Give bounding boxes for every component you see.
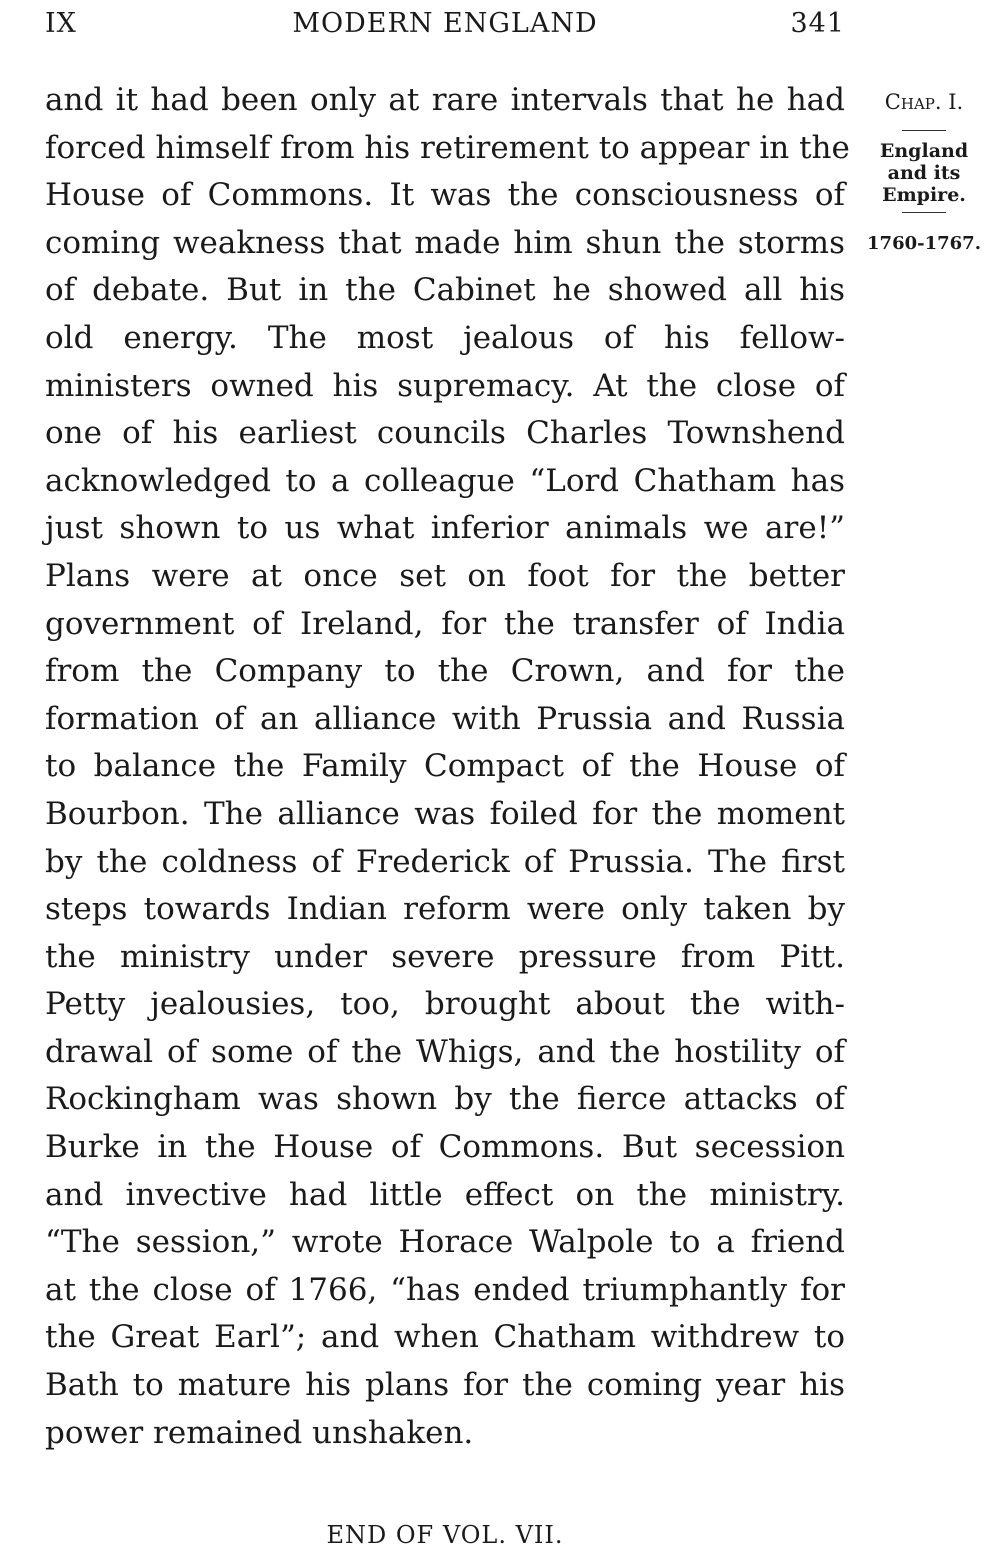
text-line: Petty jealousies, too, brought about the with- — [45, 986, 845, 1023]
text-line: House of Commons. It was the consciousness of — [45, 177, 845, 214]
text-line: steps towards Indian reform were only taken by — [45, 891, 845, 928]
text-line: Burke in the House of Commons. But secession — [45, 1129, 845, 1166]
text-line: and invective had little effect on the ministry. — [45, 1176, 845, 1213]
margin-topic-line: and its — [887, 162, 961, 184]
text-line: Bath to mature his plans for the coming year his — [45, 1367, 845, 1404]
margin-rule — [902, 130, 946, 131]
text-line: power remained unshaken. — [45, 1414, 474, 1451]
text-line: drawal of some of the Whigs, and the hostility of — [45, 1033, 845, 1070]
text-line: to balance the Family Compact of the House of — [45, 748, 845, 785]
text-line: just shown to us what inferior animals we are!” — [45, 510, 845, 547]
margin-dates: 1760-1767. — [867, 233, 981, 254]
text-line: Plans were at once set on foot for the better — [45, 557, 845, 594]
margin-rule — [902, 212, 946, 213]
text-line: and it had been only at rare intervals that he had — [45, 82, 845, 118]
margin-topic-line: England — [879, 140, 969, 162]
text-line: the ministry under severe pressure from Pitt. — [45, 938, 845, 975]
text-line: at the close of 1766, “has ended triumphantly for — [45, 1271, 845, 1308]
text-line: of debate. But in the Cabinet he showed all his — [45, 272, 845, 309]
text-line: Bourbon. The alliance was foiled for the moment — [45, 795, 845, 832]
running-title: MODERN ENGLAND — [292, 8, 598, 39]
text-line: “The session,” wrote Horace Walpole to a friend — [45, 1224, 845, 1261]
text-line: the Great Earl”; and when Chatham withdrew to — [45, 1319, 845, 1356]
margin-chapter: Chap. I. — [884, 90, 964, 114]
end-of-volume-note: END OF VOL. VII. — [326, 1521, 564, 1549]
text-line: Rockingham was shown by the fierce attacks of — [45, 1081, 845, 1118]
running-header — [45, 8, 845, 44]
text-line: old energy. The most jealous of his fellow- — [45, 319, 845, 356]
body-text — [45, 77, 850, 1457]
text-line: forced himself from his retirement to appear in the — [45, 129, 850, 166]
margin-topic-line: Empire. — [882, 184, 966, 206]
text-line: from the Company to the Crown, and for the — [45, 653, 845, 690]
text-line: acknowledged to a colleague “Lord Chatham has — [45, 462, 845, 499]
page-number: 341 — [790, 8, 845, 39]
text-line: by the coldness of Frederick of Prussia. The first — [45, 843, 845, 880]
text-line: government of Ireland, for the transfer of India — [45, 605, 845, 642]
chapter-numeral: IX — [45, 8, 77, 39]
text-line: ministers owned his supremacy. At the close of — [45, 367, 845, 404]
text-line: coming weakness that made him shun the storms — [45, 224, 845, 261]
text-line: one of his earliest councils Charles Townshend — [45, 415, 845, 452]
text-line: formation of an alliance with Prussia and Russia — [45, 700, 845, 737]
margin-topic — [860, 140, 988, 206]
